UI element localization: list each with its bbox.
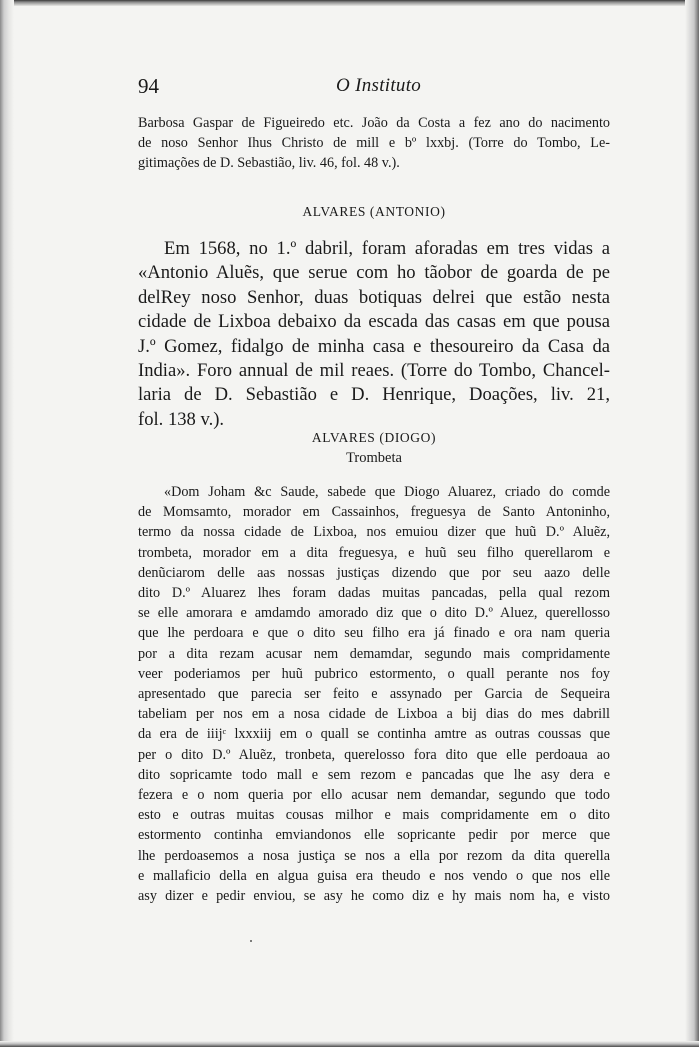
page-edge-right xyxy=(685,0,699,1047)
text-line: de Momsamto, morador em Cassainhos, freguesya de Santo Antoninho, xyxy=(138,504,610,521)
text-line: laria de D. Sebastião e D. Henrique, Doações, liv. 21, xyxy=(138,384,610,406)
text-line: da era de iiijᶜ lxxxiij em o quall se continha amtre as outras coussas que xyxy=(138,726,610,743)
running-head: O Instituto xyxy=(336,75,422,96)
text-line: fezera e o nom queria por ello acusar nem demandar, segundo que todo xyxy=(138,787,610,804)
text-line: dito sopricamte todo mall e sem rezom e pancadas que lhe asy dera e xyxy=(138,766,610,783)
text-line: veer poderiamos per huũ pubrico estormento, o quall perante nos foy xyxy=(138,665,610,682)
text-line: cidade de Lixboa debaixo da escada das casas em que pousa xyxy=(138,311,610,333)
text-line: India». Foro annual de mil reaes. (Torre do Tombo, Chancel- xyxy=(138,360,610,382)
text-line: trombeta, morador em a dita freguesya, e huũ seu filho querellarom e xyxy=(138,544,610,561)
section-subheading-trombeta: Trombeta xyxy=(346,450,402,466)
text-line: por a dita rezam acusar nem demamdar, segundo mais compridamente xyxy=(138,645,610,662)
text-line: Barbosa Gaspar de Figueiredo etc. João da Costa a fez ano do nacimento xyxy=(138,115,610,131)
text-line: lhe perdoasemos a nosa justiça se nos a ella por rezom da dita querella xyxy=(138,847,610,864)
page-edge-top xyxy=(0,0,699,6)
text-line: tabeliam per nos em a nosa cidade de Lixboa a bij dias do mes dabrill xyxy=(138,706,610,723)
text-line: estormento continha emviandonos elle sopricante pedir por merce que xyxy=(138,827,610,844)
top-paragraph xyxy=(138,113,610,174)
text-line: «Dom Joham &c Saude, sabede que Diogo Aluarez, criado do comde xyxy=(164,484,610,500)
text-line: dito D.º Aluarez lhes foram dadas muitas pancadas, pella qual rezom xyxy=(138,585,610,602)
text-line: gitimações de D. Sebastião, liv. 46, fol. 48 v.). xyxy=(138,155,400,172)
page-header xyxy=(138,74,608,100)
text-line: asy dizer e pedir enviou, se asy he como diz e hy mais nom ha, e visto xyxy=(138,888,610,905)
text-line: de noso Senhor Ihus Christo de mill e bº lxxbj. (Torre do Tombo, Le- xyxy=(138,135,610,152)
print-speck xyxy=(250,940,252,942)
text-line: delRey noso Senhor, duas botiquas delrei que estão nesta xyxy=(138,286,610,308)
page-number: 94 xyxy=(138,74,159,98)
text-line: esto e outras muitas cousas milhor e mais compridamente em o dito xyxy=(138,807,610,824)
page-edge-bottom xyxy=(0,1041,699,1047)
text-line: per o dito D.º Aluẽz, tronbeta, querelosso fora dito que elle perdoaua ao xyxy=(138,746,610,763)
paragraph-diogo xyxy=(138,482,610,906)
paragraph-antonio xyxy=(138,237,610,432)
text-line: apresentado que parecia ser feito e assynado per Garcia de Sequeira xyxy=(138,686,610,703)
text-line: J.º Gomez, fidalgo de minha casa e thesoureiro da Casa da xyxy=(138,335,610,357)
text-line: se elle amorara e amdamdo amorado diz que o dito D.º Aluez, querellosso xyxy=(138,605,610,622)
section-heading-antonio: ALVARES (ANTONIO) xyxy=(302,204,446,219)
text-line: denũciarom delle aas nossas justiças dizendo que por seu aazo delle xyxy=(138,564,610,581)
page-edge-left xyxy=(0,0,14,1047)
text-line: e mallaficio della en algua guisa era theudo e nos vendo o que nos elle xyxy=(138,867,610,884)
text-line: que lhe perdoara e que o dito seu filho era já finado e ora nam queria xyxy=(138,625,610,642)
text-line: «Antonio Aluẽs, que serue com ho tãobor de goarda de pe xyxy=(138,262,610,284)
text-line: fol. 138 v.). xyxy=(138,408,225,430)
text-line: Em 1568, no 1.º dabril, foram aforadas em tres vidas a xyxy=(164,238,610,259)
text-line: termo da nossa cidade de Lixboa, nos emuiou dizer que huũ D.º Aluẽz, xyxy=(138,524,610,541)
section-heading-diogo: ALVARES (DIOGO) xyxy=(311,430,437,445)
